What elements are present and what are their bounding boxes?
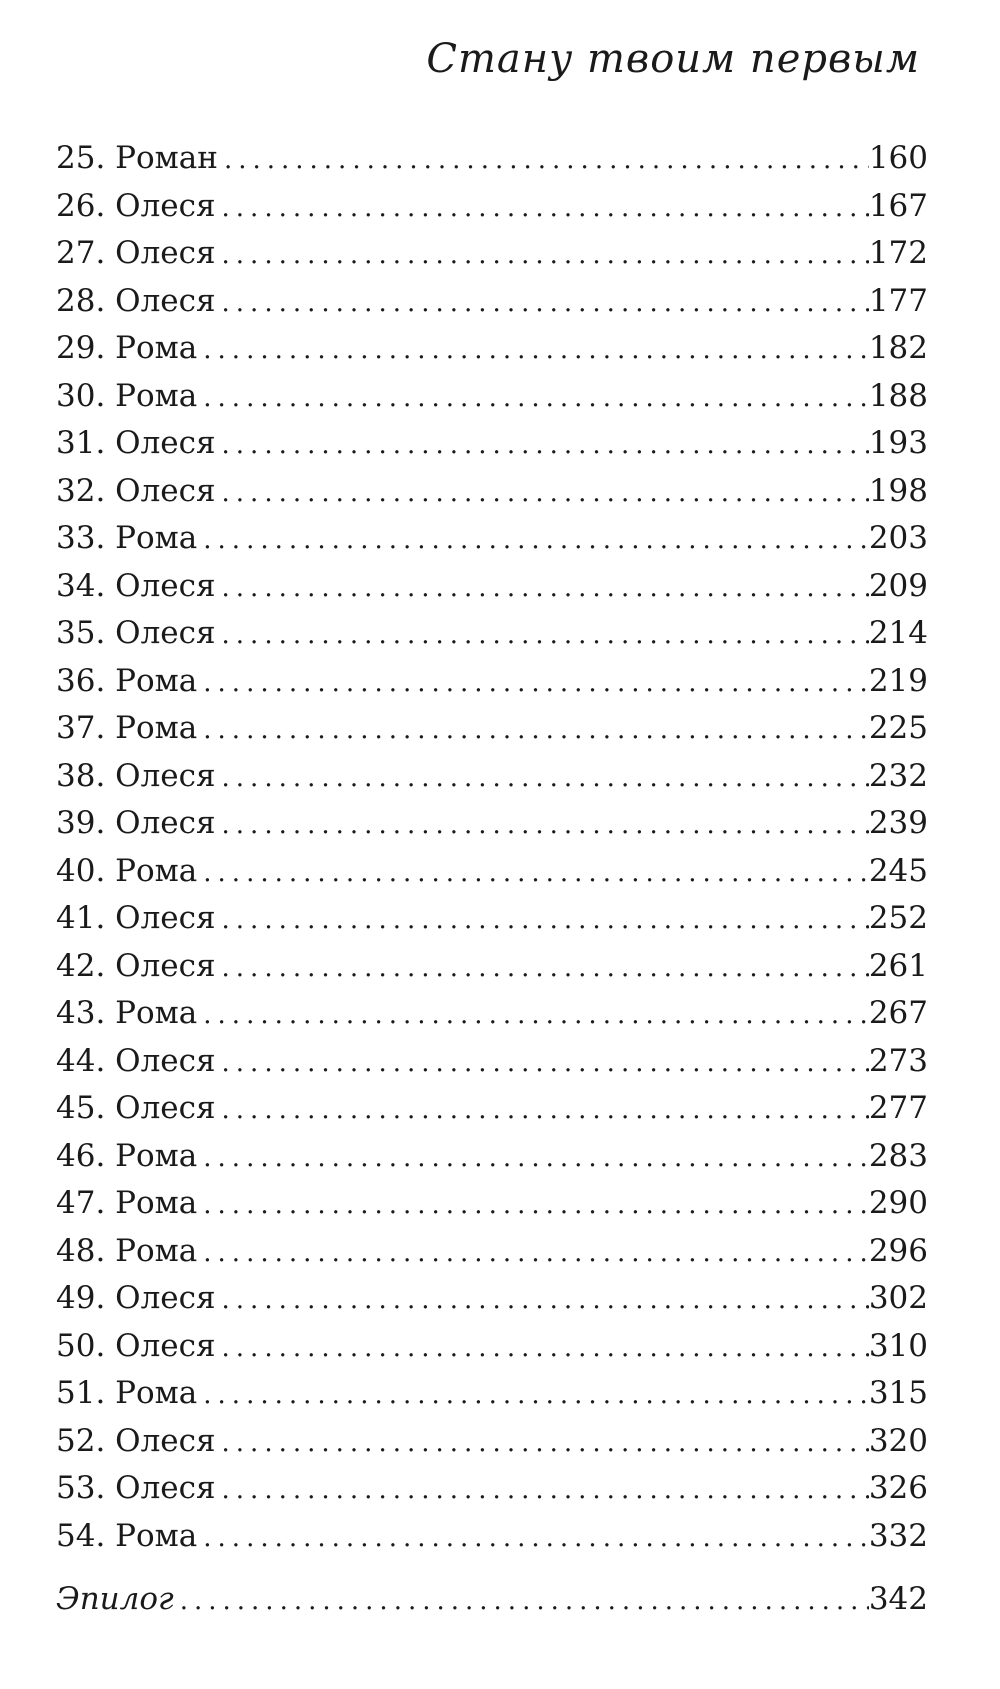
toc-entry-label: 38. Олеся	[56, 757, 216, 794]
toc-entry-label: 36. Рома	[56, 662, 198, 699]
dot-leader	[174, 1578, 869, 1626]
toc-entry-page: 232	[868, 757, 928, 794]
toc-entry-page: 209	[868, 567, 928, 604]
toc-entry	[56, 563, 928, 611]
toc-entry-label: 32. Олеся	[56, 472, 216, 509]
toc-entry	[56, 1038, 928, 1086]
toc-entry	[56, 895, 928, 943]
toc-entry-page: 219	[868, 662, 928, 699]
toc-entry-page: 302	[868, 1280, 928, 1316]
toc-entry	[56, 1370, 928, 1418]
dot-leader	[197, 707, 869, 755]
dot-leader	[216, 185, 869, 233]
toc-entry-label: 33. Рома	[56, 520, 198, 556]
dot-leader	[216, 897, 869, 945]
toc-entry	[56, 1418, 928, 1466]
toc-entry-page: 273	[868, 1042, 928, 1079]
toc-entry-page: 277	[868, 1090, 928, 1126]
dot-leader	[197, 1372, 869, 1420]
dot-leader	[216, 232, 869, 280]
dot-leader	[197, 1515, 869, 1563]
dot-leader	[216, 470, 869, 518]
toc-entry	[56, 278, 928, 326]
toc-entry-page: 160	[868, 140, 928, 176]
dot-leader	[216, 565, 869, 613]
toc-entry-page: 267	[868, 995, 928, 1031]
toc-entry-label: 42. Олеся	[56, 947, 216, 984]
toc-entry	[56, 183, 928, 231]
toc-entry-page: 188	[868, 377, 928, 414]
toc-entry	[56, 1465, 928, 1513]
dot-leader	[216, 1467, 869, 1515]
toc-entry	[56, 1180, 928, 1228]
dot-leader	[216, 1040, 869, 1088]
toc-entry-page: 167	[868, 187, 928, 224]
running-title: Стану твоим первым	[426, 36, 920, 82]
toc-entry-page: 310	[868, 1327, 928, 1364]
toc-entry-label: 45. Олеся	[56, 1090, 216, 1126]
toc-entry-label: 43. Рома	[56, 995, 198, 1031]
toc-entry-page: 315	[868, 1375, 928, 1411]
dot-leader	[197, 1135, 869, 1183]
toc-entry-label: 29. Рома	[56, 330, 198, 366]
toc-epilog-label: Эпилог	[56, 1581, 174, 1617]
toc-entry	[56, 1085, 928, 1133]
toc-entry-label: 52. Олеся	[56, 1422, 216, 1459]
toc-entry	[56, 230, 928, 278]
toc-entry-page: 177	[868, 282, 928, 319]
toc-entry-page: 320	[868, 1422, 928, 1459]
toc-entry-label: 34. Олеся	[56, 567, 216, 604]
dot-leader	[197, 992, 869, 1040]
toc-entry-label: 46. Рома	[56, 1137, 198, 1174]
toc-entry	[56, 1323, 928, 1371]
toc-entry-label: 51. Рома	[56, 1375, 198, 1411]
toc-entry-page: 225	[868, 710, 928, 746]
toc-entry-page: 245	[868, 852, 928, 889]
toc-entry	[56, 135, 928, 183]
toc-entry-page: 172	[868, 235, 928, 271]
toc-entry-page: 193	[868, 425, 928, 461]
toc-entry-label: 44. Олеся	[56, 1042, 216, 1079]
dot-leader	[216, 1087, 869, 1135]
toc-entry-page: 290	[868, 1185, 928, 1221]
dot-leader	[218, 137, 869, 185]
toc-entry-label: 49. Олеся	[56, 1280, 216, 1316]
toc-entry-label: 48. Рома	[56, 1232, 198, 1269]
toc-entry-label: 35. Олеся	[56, 615, 216, 651]
toc-entry-label: 28. Олеся	[56, 282, 216, 319]
toc-entry	[56, 658, 928, 706]
dot-leader	[197, 660, 869, 708]
toc-entry	[56, 800, 928, 848]
toc-entry-page: 214	[868, 615, 928, 651]
toc-entry	[56, 943, 928, 991]
toc-entry-page: 283	[868, 1137, 928, 1174]
toc-entry	[56, 1133, 928, 1181]
toc-entry-epilog	[56, 1576, 928, 1624]
table-of-contents	[56, 135, 928, 1624]
toc-entry-page: 296	[868, 1232, 928, 1269]
toc-entry	[56, 848, 928, 896]
toc-entry-label: 40. Рома	[56, 852, 198, 889]
toc-entry	[56, 373, 928, 421]
toc-entry-label: 27. Олеся	[56, 235, 216, 271]
toc-entry-page: 182	[868, 330, 928, 366]
toc-entry	[56, 420, 928, 468]
dot-leader	[216, 1420, 869, 1468]
dot-leader	[216, 755, 869, 803]
toc-entry-label: 41. Олеся	[56, 900, 216, 936]
toc-entry	[56, 1228, 928, 1276]
dot-leader	[216, 280, 869, 328]
toc-entry	[56, 468, 928, 516]
toc-entry	[56, 610, 928, 658]
toc-entry	[56, 1275, 928, 1323]
toc-entry-label: 31. Олеся	[56, 425, 216, 461]
toc-entry-page: 261	[868, 947, 928, 984]
toc-entry-page: 198	[868, 472, 928, 509]
toc-entry	[56, 753, 928, 801]
toc-entry-page: 239	[868, 805, 928, 841]
toc-entry-page: 326	[868, 1470, 928, 1506]
toc-entry-page: 252	[868, 900, 928, 936]
dot-leader	[197, 1230, 869, 1278]
toc-entry	[56, 990, 928, 1038]
dot-leader	[216, 1325, 869, 1373]
toc-entry-label: 54. Рома	[56, 1517, 198, 1554]
dot-leader	[197, 1182, 869, 1230]
toc-entry	[56, 325, 928, 373]
toc-entry	[56, 515, 928, 563]
dot-leader	[216, 945, 869, 993]
toc-entry-label: 47. Рома	[56, 1185, 198, 1221]
dot-leader	[197, 327, 869, 375]
toc-entry-page: 332	[868, 1517, 928, 1554]
toc-entry-label: 25. Роман	[56, 140, 218, 176]
toc-entry-label: 30. Рома	[56, 377, 198, 414]
dot-leader	[216, 802, 869, 850]
toc-entry-label: 26. Олеся	[56, 187, 216, 224]
dot-leader	[197, 375, 869, 423]
toc-entry-label: 50. Олеся	[56, 1327, 216, 1364]
toc-entry-page: 203	[868, 520, 928, 556]
toc-epilog-page: 342	[868, 1581, 928, 1617]
dot-leader	[197, 850, 869, 898]
dot-leader	[197, 517, 869, 565]
toc-entry-label: 39. Олеся	[56, 805, 216, 841]
toc-entry	[56, 705, 928, 753]
toc-entry	[56, 1513, 928, 1561]
dot-leader	[216, 1277, 869, 1325]
dot-leader	[216, 422, 869, 470]
toc-entry-label: 53. Олеся	[56, 1470, 216, 1506]
dot-leader	[216, 612, 869, 660]
toc-entry-label: 37. Рома	[56, 710, 198, 746]
